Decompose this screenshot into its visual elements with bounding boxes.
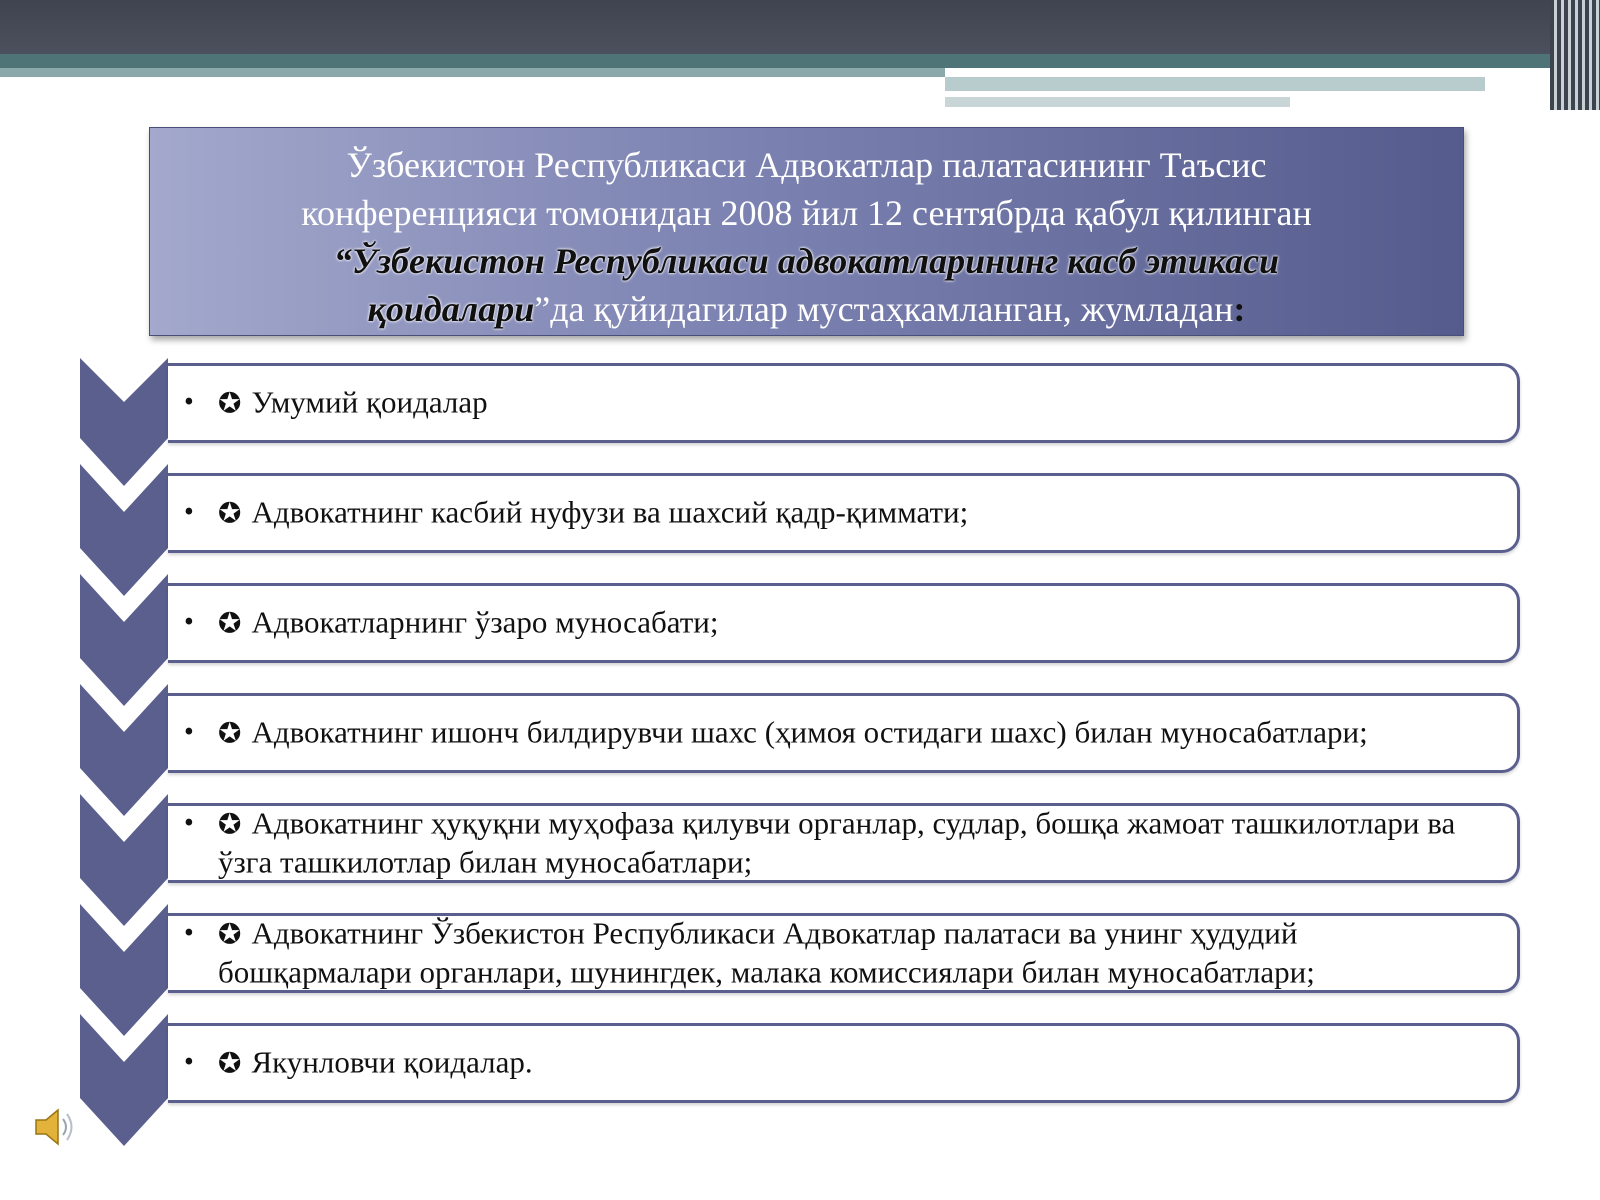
star-icon: ✪ [218, 716, 242, 750]
list-item [168, 1023, 1520, 1103]
item-label: Адвокатнинг касбий нуфузи ва шахсий қадр-қиммати; [251, 494, 969, 530]
item-text-block [184, 604, 1477, 643]
bullet: • [184, 386, 194, 418]
bullet: • [184, 716, 194, 748]
star-icon: ✪ [218, 606, 242, 640]
star-icon: ✪ [218, 917, 242, 951]
header-italic-title-2: қоидалари [367, 289, 535, 329]
bullet: • [184, 807, 194, 839]
item-label: Умумий қоидалар [251, 384, 488, 420]
header-line-1: Ўзбекистон Республикаси Адвокатлар палатасининг Таъсис [346, 145, 1267, 185]
bullet: • [184, 606, 194, 638]
item-label: Адвокатнинг ҳуқуқни муҳофаза қилувчи органлар, судлар, бошқа жамоат ташкилотлари ва ўзга ташкилотлар билан муносабатлари; [218, 805, 1456, 880]
star-icon: ✪ [218, 1046, 242, 1080]
item-text-block [184, 1044, 1477, 1083]
header-line-2: конференцияси томонидан 2008 йил 12 сентябрда қабул қилинган [301, 193, 1312, 233]
item-text-block [184, 384, 1477, 423]
list-item [168, 473, 1520, 553]
star-icon: ✪ [218, 496, 242, 530]
item-text-block [184, 714, 1477, 753]
speaker-icon[interactable] [30, 1102, 80, 1152]
chevron-arrow [80, 358, 168, 486]
bullet: • [184, 1046, 194, 1078]
bullet: • [184, 496, 194, 528]
star-icon: ✪ [218, 807, 242, 841]
header-tail: ”да қуйидагилар мустаҳкамланган, жумладан [534, 289, 1234, 329]
list-item [168, 363, 1520, 443]
item-label: Адвокатнинг ишонч билдирувчи шахс (ҳимоя остидаги шахс) билан муносабатлари; [251, 714, 1368, 750]
list-item [168, 583, 1520, 663]
list-item [168, 803, 1520, 883]
item-label: Адвокатларнинг ўзаро муносабати; [251, 604, 719, 640]
bullet: • [184, 917, 194, 949]
item-text-block [184, 805, 1477, 882]
item-text-block [184, 494, 1477, 533]
header-colon: : [1233, 289, 1246, 329]
list-item [168, 693, 1520, 773]
item-label: Якунловчи қоидалар. [251, 1044, 533, 1080]
list-item [168, 913, 1520, 993]
header-italic-title-1: “Ўзбекистон Республикаси адвокатларининг касб этикаси [333, 241, 1280, 281]
item-text-block [184, 915, 1477, 992]
item-label: Адвокатнинг Ўзбекистон Республикаси Адвокатлар палатаси ва унинг ҳудудий бошқармалари органлари, шунингдек, малака комиссиялари билан муносабатлари; [218, 915, 1315, 990]
star-icon: ✪ [218, 386, 242, 420]
